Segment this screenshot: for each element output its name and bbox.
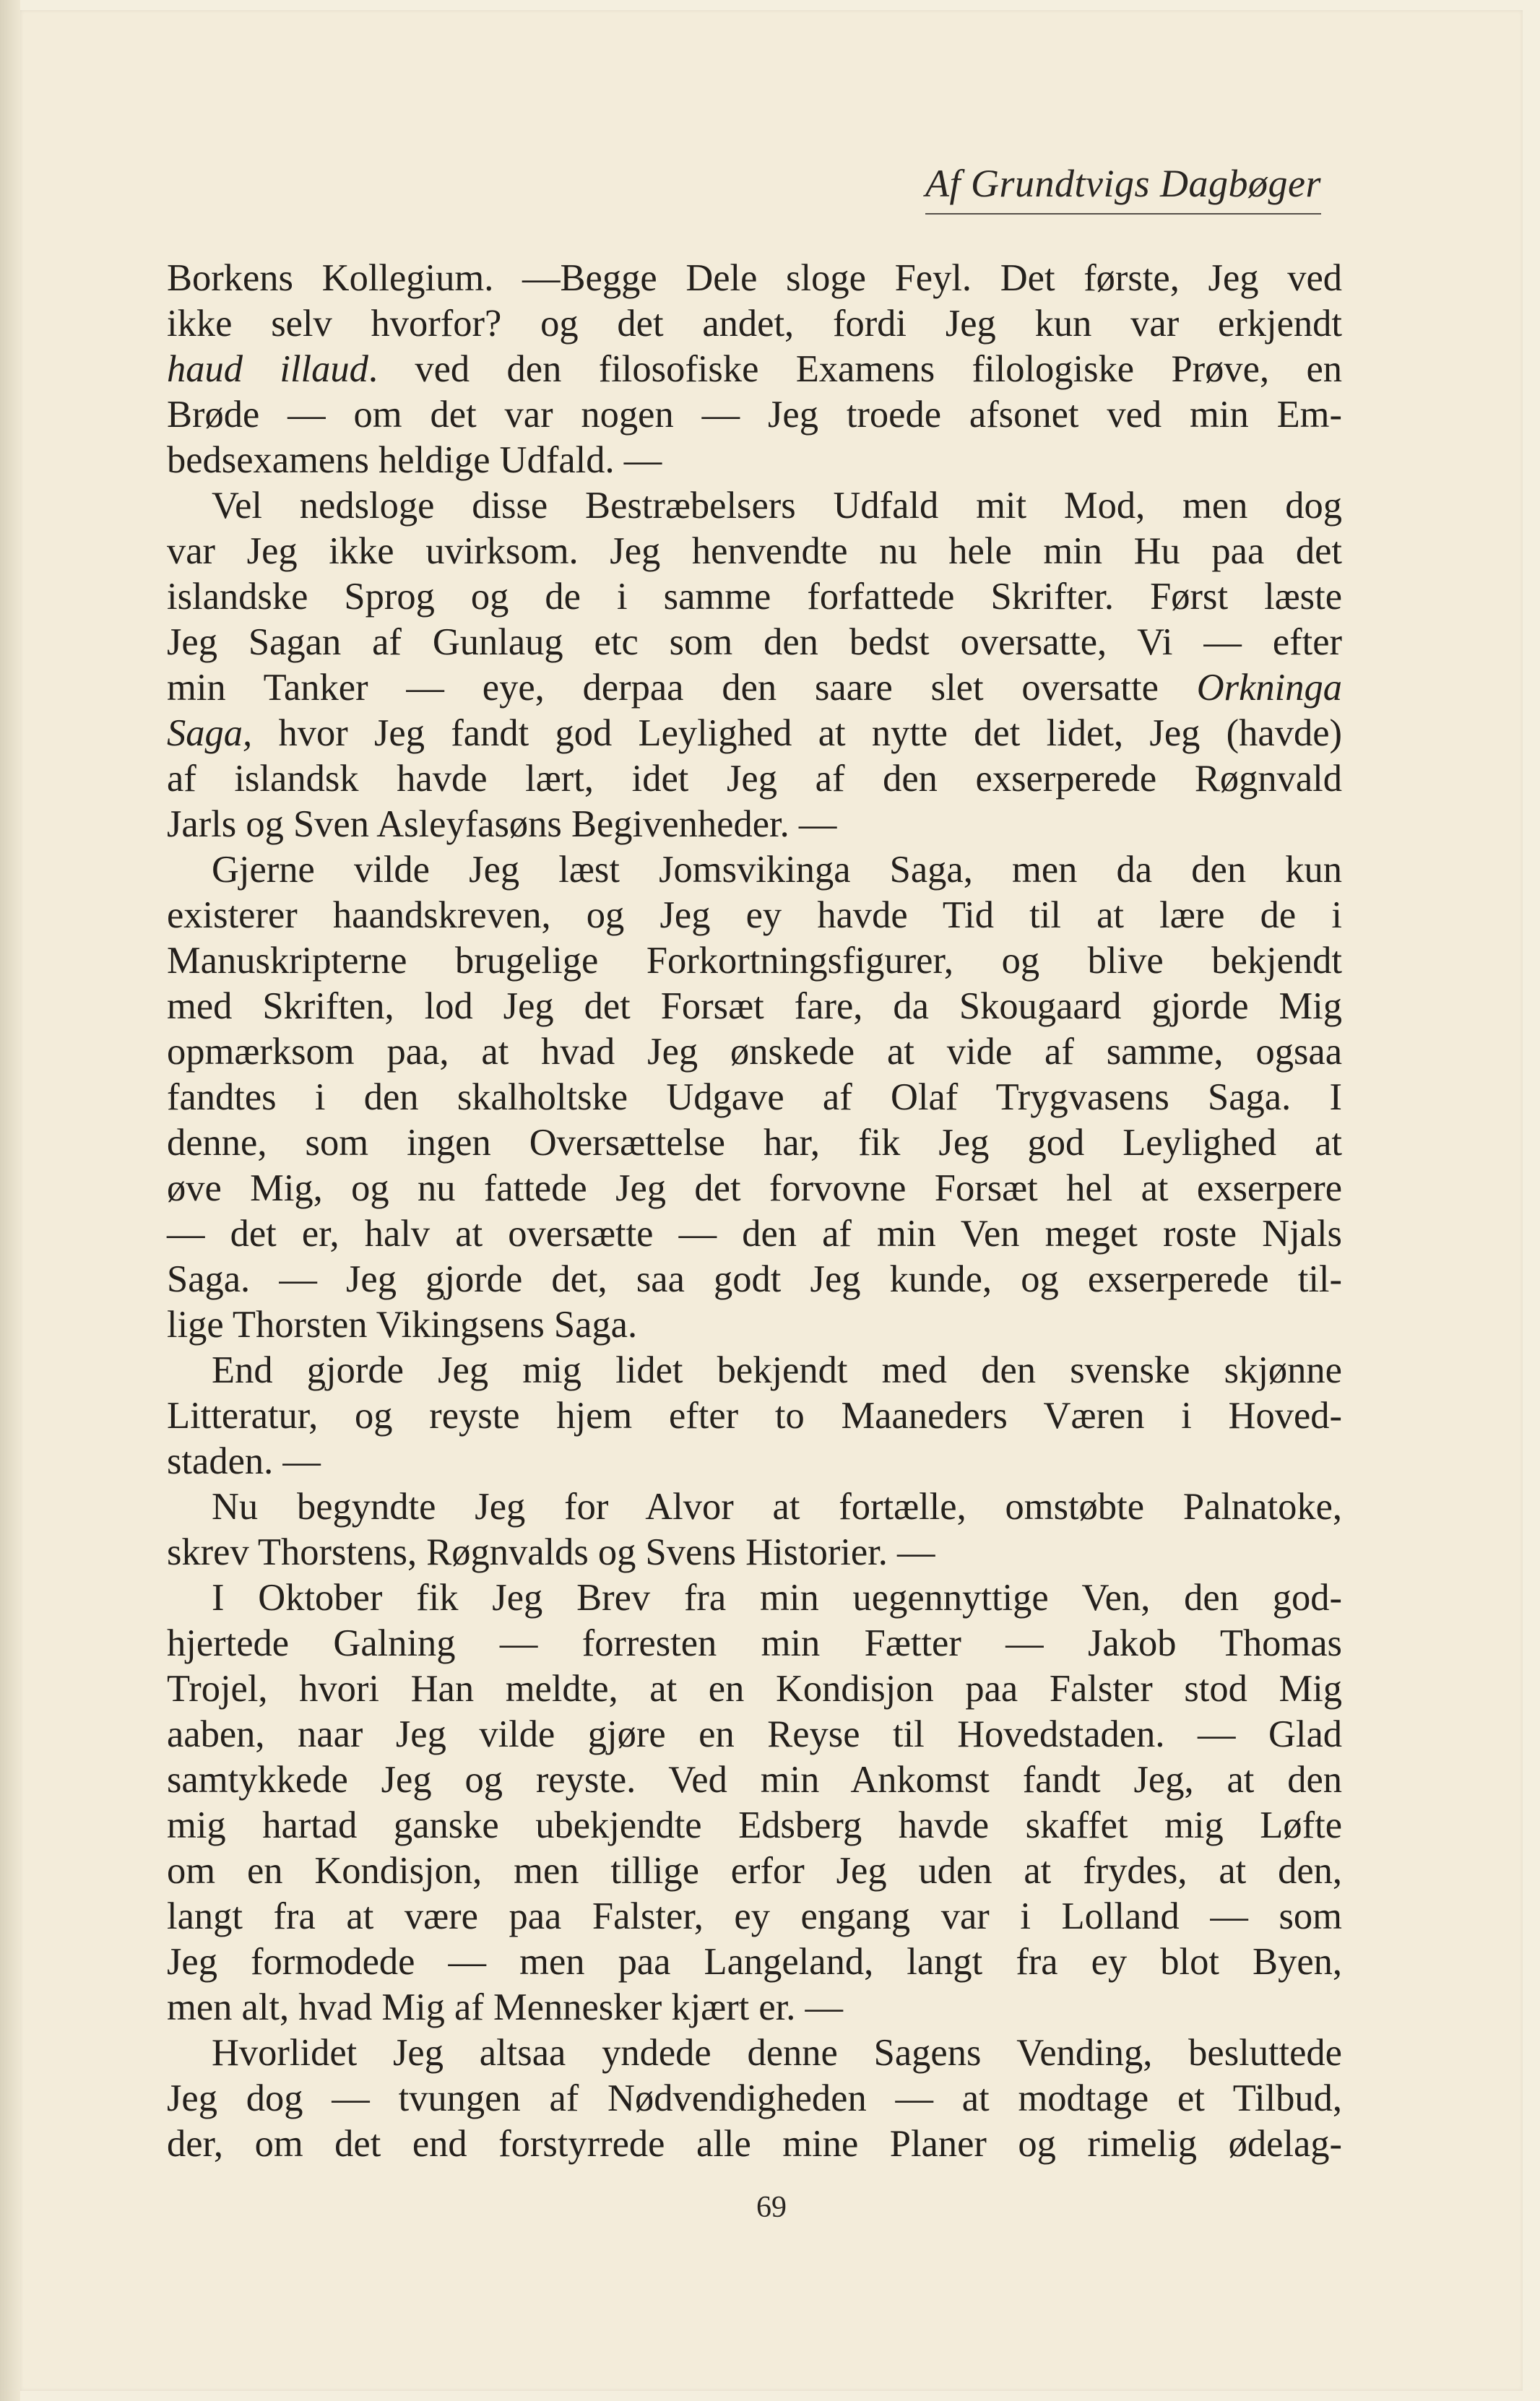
text-line-rest: . ved den filosofiske Examens filologiske Prøve, en — [368, 348, 1343, 390]
text-line: Litteratur, og reyste hjem efter to Maaneders Væren i Hoved- — [167, 1395, 1342, 1437]
text-line: men alt, hvad Mig af Mennesker kjært er. — — [167, 1986, 844, 2028]
scan-binding-shadow — [0, 0, 20, 2401]
paragraph-start: Hvorlidet Jeg altsaa yndede denne Sagens Vending, besluttede — [212, 2032, 1342, 2074]
text-line: Manuskripterne brugelige Forkortningsfigurer, og blive bekjendt — [167, 940, 1342, 982]
text-line: lige Thorsten Vikingsens Saga. — [167, 1304, 638, 1346]
page-number: 69 — [756, 2191, 787, 2224]
text-line: om en Kondisjon, men tillige erfor Jeg uden at frydes, at den, — [167, 1850, 1342, 1892]
paragraph-start: End gjorde Jeg mig lidet bekjendt med den svenske skjønne — [212, 1349, 1342, 1391]
italic-phrase: Saga, — [167, 712, 253, 754]
text-line: denne, som ingen Oversættelse har, fik Jeg god Leylighed at — [167, 1122, 1342, 1164]
text-line: opmærksom paa, at hvad Jeg ønskede at vide af samme, ogsaa — [167, 1031, 1342, 1073]
text-line: Jeg formodede — men paa Langeland, langt fra ey blot Byen, — [167, 1941, 1342, 1983]
text-line: Jeg dog — tvungen af Nødvendigheden — at modtage et Tilbud, — [167, 2077, 1342, 2119]
text-line: langt fra at være paa Falster, ey engang var i Lolland — som — [167, 1895, 1342, 1937]
book-page — [20, 10, 1523, 2391]
text-line: var Jeg ikke uvirksom. Jeg henvendte nu hele min Hu paa det — [167, 530, 1342, 572]
text-line: fandtes i den skalholtske Udgave af Olaf Trygvasens Saga. I — [167, 1076, 1342, 1118]
text-line: mig hartad ganske ubekjendte Edsberg havde skaffet mig Løfte — [167, 1804, 1342, 1846]
paragraph-start: Nu begyndte Jeg for Alvor at fortælle, omstøbte Palnatoke, — [212, 1486, 1342, 1528]
text-line-with-italic — [167, 711, 1342, 756]
paragraph-start: I Oktober fik Jeg Brev fra min uegennyttige Ven, den god- — [212, 1577, 1342, 1619]
text-line: Trojel, hvori Han meldte, at en Kondisjon paa Falster stod Mig — [167, 1668, 1342, 1710]
text-line: skrev Thorstens, Røgnvalds og Svens Historier. — — [167, 1531, 935, 1573]
italic-phrase: haud illaud — [167, 348, 368, 390]
text-line: med Skriften, lod Jeg det Forsæt fare, da Skougaard gjorde Mig — [167, 985, 1342, 1027]
text-line: Jeg Sagan af Gunlaug etc som den bedst oversatte, Vi — efter — [167, 621, 1342, 663]
text-line: Brøde — om det var nogen — Jeg troede afsonet ved min Em- — [167, 394, 1342, 436]
text-line-with-italic — [167, 347, 1342, 392]
text-line: existerer haandskreven, og Jeg ey havde Tid til at lære de i — [167, 894, 1342, 936]
text-line: Saga. — Jeg gjorde det, saa godt Jeg kunde, og exserperede til- — [167, 1258, 1342, 1300]
text-line: der, om det end forstyrrede alle mine Planer og rimelig ødelag- — [167, 2123, 1342, 2165]
text-line: bedsexamens heldige Udfald. — — [167, 439, 662, 481]
italic-phrase: Orkninga — [1196, 667, 1342, 709]
text-line-with-italic — [167, 665, 1342, 711]
text-line-rest: hvor Jeg fandt god Leylighed at nytte det lidet, Jeg (havde) — [252, 712, 1342, 754]
paragraph-start: Gjerne vilde Jeg læst Jomsvikinga Saga, men da den kun — [212, 849, 1342, 891]
text-line: aaben, naar Jeg vilde gjøre en Reyse til Hovedstaden. — Glad — [167, 1713, 1342, 1755]
text-line-lead: min Tanker — eye, derpaa den saare slet oversatte — [167, 667, 1197, 709]
text-line: samtykkede Jeg og reyste. Ved min Ankomst fandt Jeg, at den — [167, 1759, 1342, 1801]
text-line: — det er, halv at oversætte — den af min Ven meget roste Njals — [167, 1213, 1342, 1255]
text-line: øve Mig, og nu fattede Jeg det forvovne Forsæt hel at exserpere — [167, 1167, 1342, 1209]
text-line: af islandsk havde lært, idet Jeg af den exserperede Røgnvald — [167, 758, 1342, 800]
paragraph-start: Vel nedsloge disse Bestræbelsers Udfald mit Mod, men dog — [212, 485, 1342, 527]
text-line: Jarls og Sven Asleyfasøns Begivenheder. — — [167, 803, 837, 845]
text-line: hjertede Galning — forresten min Fætter — Jakob Thomas — [167, 1622, 1342, 1664]
text-line: islandske Sprog og de i samme forfattede Skrifter. Først læste — [167, 576, 1342, 618]
running-head: Af Grundtvigs Dagbøger — [925, 160, 1321, 215]
text-line: staden. — — [167, 1440, 321, 1482]
text-line: ikke selv hvorfor? og det andet, fordi Jeg kun var erkjendt — [167, 303, 1342, 345]
body-text — [167, 256, 1342, 2167]
text-line: Borkens Kollegium. —Begge Dele sloge Feyl. Det første, Jeg ved — [167, 257, 1342, 299]
